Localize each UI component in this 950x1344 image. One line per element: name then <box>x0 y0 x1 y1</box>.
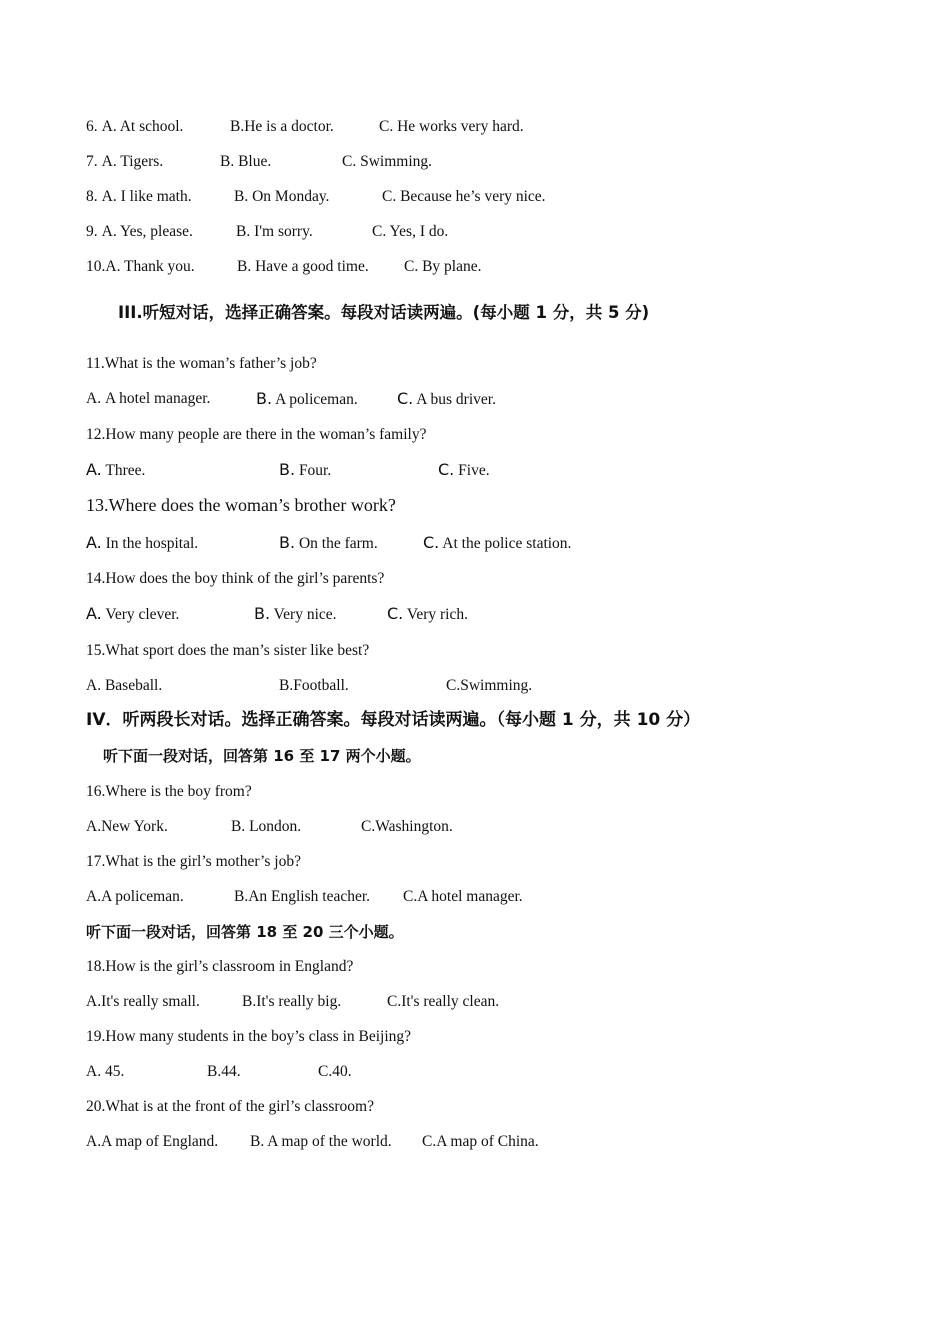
option-a: A.It's really small. <box>86 993 200 1010</box>
question-row-8 <box>86 187 546 207</box>
option-b: B.An English teacher. <box>234 888 371 905</box>
question-number: 8. <box>86 188 98 205</box>
section-heading-4: IV．听两段长对话。选择正确答案。每段对话读两遍。（每小题 1 分，共 10 分） <box>86 710 701 730</box>
question-row-7 <box>86 152 433 172</box>
option-b-letter: B. <box>279 460 296 479</box>
option-b: B.Football. <box>279 677 349 694</box>
option-a-letter: A. <box>86 460 102 479</box>
option-c: At the police station. <box>442 535 572 552</box>
question-row-10 <box>86 257 482 277</box>
option-a: A. At school. <box>101 118 184 135</box>
option-b: B. A map of the world. <box>250 1133 392 1150</box>
option-a: Three. <box>105 462 146 479</box>
option-a: A.A map of England. <box>86 1133 219 1150</box>
question-number: 6. <box>86 118 98 135</box>
option-b: Four. <box>298 462 332 479</box>
section-4-instruction-2: 听下面一段对话，回答第 18 至 20 三个小题。 <box>86 923 404 941</box>
answer-row-20 <box>86 1132 539 1152</box>
option-c: C.It's really clean. <box>387 993 500 1010</box>
option-c-letter: C. <box>387 604 404 623</box>
option-a: A. I like math. <box>101 188 192 205</box>
option-c: C.A hotel manager. <box>403 888 523 905</box>
option-b: Very nice. <box>273 606 337 623</box>
option-c: C.Swimming. <box>446 677 533 694</box>
option-c: Five. <box>458 462 490 479</box>
question-15: 15.What sport does the man’s sister like best? <box>86 642 370 659</box>
option-c: C.A map of China. <box>422 1133 539 1150</box>
answer-row-12 <box>86 460 490 481</box>
option-c: Very rich. <box>406 606 468 623</box>
option-b-letter: B. <box>279 533 296 552</box>
answer-row-19 <box>86 1062 352 1082</box>
section-4-instruction-1: 听下面一段对话，回答第 16 至 17 两个小题。 <box>103 747 421 765</box>
option-a: A. 45. <box>86 1063 125 1080</box>
question-20: 20.What is at the front of the girl’s classroom? <box>86 1098 374 1115</box>
option-a-letter: A. <box>86 390 102 407</box>
option-a-letter: A. <box>86 604 102 623</box>
section-heading-3: III.听短对话，选择正确答案。每段对话读两遍。(每小题 1 分，共 5 分) <box>118 303 650 322</box>
option-c: C. Yes, I do. <box>372 223 449 240</box>
option-a: A.New York. <box>86 818 168 835</box>
option-c: C.40. <box>318 1063 352 1080</box>
option-b: B.44. <box>207 1063 241 1080</box>
question-row-9 <box>86 222 449 242</box>
question-17: 17.What is the girl’s mother’s job? <box>86 853 301 870</box>
option-b: B. On Monday. <box>234 188 330 205</box>
option-c-letter: C. <box>397 389 414 408</box>
option-b-letter: B. <box>254 604 271 623</box>
answer-row-16 <box>86 817 453 837</box>
question-13: 13.Where does the woman’s brother work? <box>86 495 396 515</box>
answer-row-15 <box>86 676 533 696</box>
option-c: C. By plane. <box>404 258 482 275</box>
question-number: 9. <box>86 223 98 240</box>
answer-row-17 <box>86 887 523 907</box>
option-b: B. Blue. <box>220 153 272 170</box>
option-a: Very clever. <box>105 606 180 623</box>
option-b-letter: B. <box>256 389 273 408</box>
question-12: 12.How many people are there in the woman’s family? <box>86 426 427 443</box>
question-11: 11.What is the woman’s father’s job? <box>86 355 317 372</box>
question-16: 16.Where is the boy from? <box>86 783 252 800</box>
option-b: A policeman. <box>275 391 358 408</box>
question-18: 18.How is the girl’s classroom in England? <box>86 958 354 975</box>
option-a: A. Baseball. <box>86 677 163 694</box>
option-b: B.He is a doctor. <box>230 118 334 135</box>
option-c: C. Swimming. <box>342 153 433 170</box>
question-number: 10. <box>86 258 106 275</box>
option-c: C. He works very hard. <box>379 118 524 135</box>
option-c: A bus driver. <box>416 391 496 408</box>
answer-row-13 <box>86 533 572 554</box>
option-c-letter: C. <box>423 533 440 552</box>
option-c: C. Because he’s very nice. <box>382 188 546 205</box>
option-c-letter: C. <box>438 460 455 479</box>
option-a: A. Thank you. <box>105 258 195 275</box>
answer-row-18 <box>86 992 500 1012</box>
option-b: B. Have a good time. <box>237 258 369 275</box>
option-a: A. Tigers. <box>101 153 164 170</box>
answer-row-14 <box>86 604 468 625</box>
option-a: A.A policeman. <box>86 888 184 905</box>
option-b: On the farm. <box>298 535 378 552</box>
option-a: In the hospital. <box>105 535 199 552</box>
option-a-letter: A. <box>86 533 102 552</box>
option-b: B. London. <box>231 818 302 835</box>
option-b: B. I'm sorry. <box>236 223 313 240</box>
question-19: 19.How many students in the boy’s class in Beijing? <box>86 1028 412 1045</box>
option-a: A hotel manager. <box>104 390 211 407</box>
option-b: B.It's really big. <box>242 993 342 1010</box>
question-row-6 <box>86 117 524 137</box>
option-a: A. Yes, please. <box>101 223 193 240</box>
answer-row-11 <box>86 389 496 409</box>
option-c: C.Washington. <box>361 818 453 835</box>
question-number: 7. <box>86 153 98 170</box>
question-14: 14.How does the boy think of the girl’s parents? <box>86 570 385 587</box>
